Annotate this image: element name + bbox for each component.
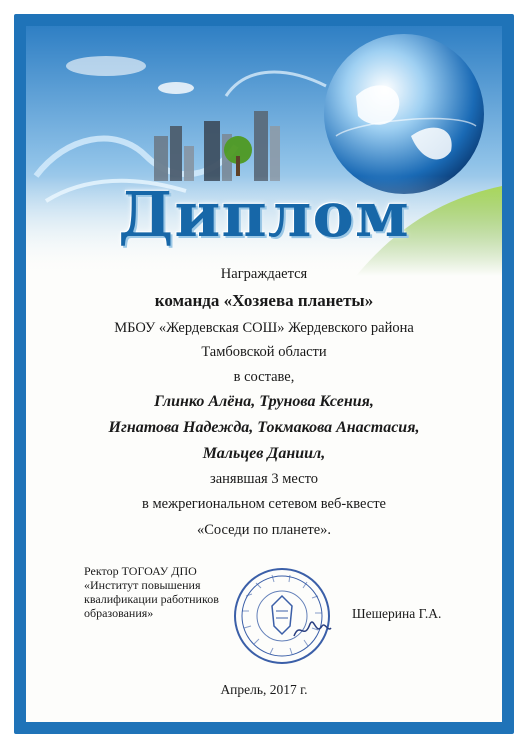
issue-date: Апрель, 2017 г. <box>220 682 308 697</box>
certificate-page <box>26 26 502 722</box>
team-name: команда «Хозяева планеты» <box>154 291 374 310</box>
signer-title <box>84 564 254 620</box>
school-line-1: МБОУ «Жердевская СОШ» Жердевского района <box>114 320 414 336</box>
certificate-title: Диплом <box>118 178 410 251</box>
seal-icon <box>232 566 332 666</box>
composition-label: в составе, <box>233 369 295 385</box>
globe-icon <box>324 34 484 194</box>
awarded-label: Награждается <box>220 266 308 282</box>
names-line-2: Игнатова Надежда, Токмакова Анастасия, <box>108 419 420 436</box>
signer-name: Шешерина Г.А. <box>352 606 442 621</box>
signer-line-2: «Институт повышения <box>84 578 201 592</box>
event-line-1: в межрегиональном сетевом веб-квесте <box>141 496 386 512</box>
signer-line-1: Ректор ТОГОАУ ДПО <box>84 564 197 578</box>
school-line-2: Тамбовской области <box>201 344 327 360</box>
event-line-2: «Соседи по планете». <box>196 522 332 538</box>
place-text: занявшая 3 место <box>209 471 318 487</box>
names-line-3: Мальцев Даниил, <box>202 445 326 462</box>
signer-line-3: квалификации работников <box>84 592 219 606</box>
signer-line-4: образования» <box>84 606 154 620</box>
names-line-1: Глинко Алёна, Трунова Ксения, <box>154 393 374 410</box>
